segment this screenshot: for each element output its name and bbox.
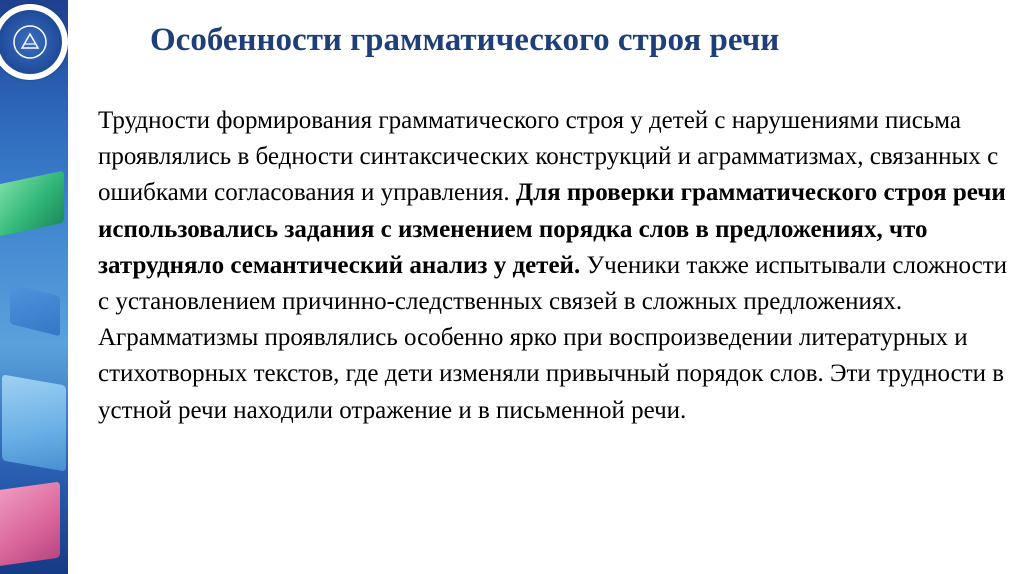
green-cube-decoration (0, 171, 64, 238)
paragraph-part-1: Трудности формирования грамматического строя у детей с нарушениями письма проявлялись в бедности синтаксических конструкций и аграмматизмах, связанных с ошибками согласования и управления. (98, 107, 999, 207)
paragraph-part-3: Ученики также испытывали сложности с установлением причинно-следственных связей в сложных предложениях. Аграмматизмы проявлялись особенно ярко при воспроизведении литературных и стихотворных текстов, где дети изменяли привычный порядок слов. Эти трудности в устной речи находили отражение и в письменной речи. (98, 251, 1008, 424)
slide-title: Особенности грамматического строя речи (150, 22, 780, 58)
paragraph-bold-part: Для проверки грамматического строя речи использовались задания с изменением порядка слов в предложениях, что затрудняло семантический анализ у детей. (98, 179, 1006, 279)
university-logo-icon (0, 4, 68, 80)
blue-cube-decoration (10, 284, 60, 336)
pink-cube-decoration (0, 482, 60, 567)
decorative-sidebar (0, 0, 68, 574)
lightblue-cube-decoration (2, 374, 66, 471)
body-paragraph (98, 103, 1010, 429)
